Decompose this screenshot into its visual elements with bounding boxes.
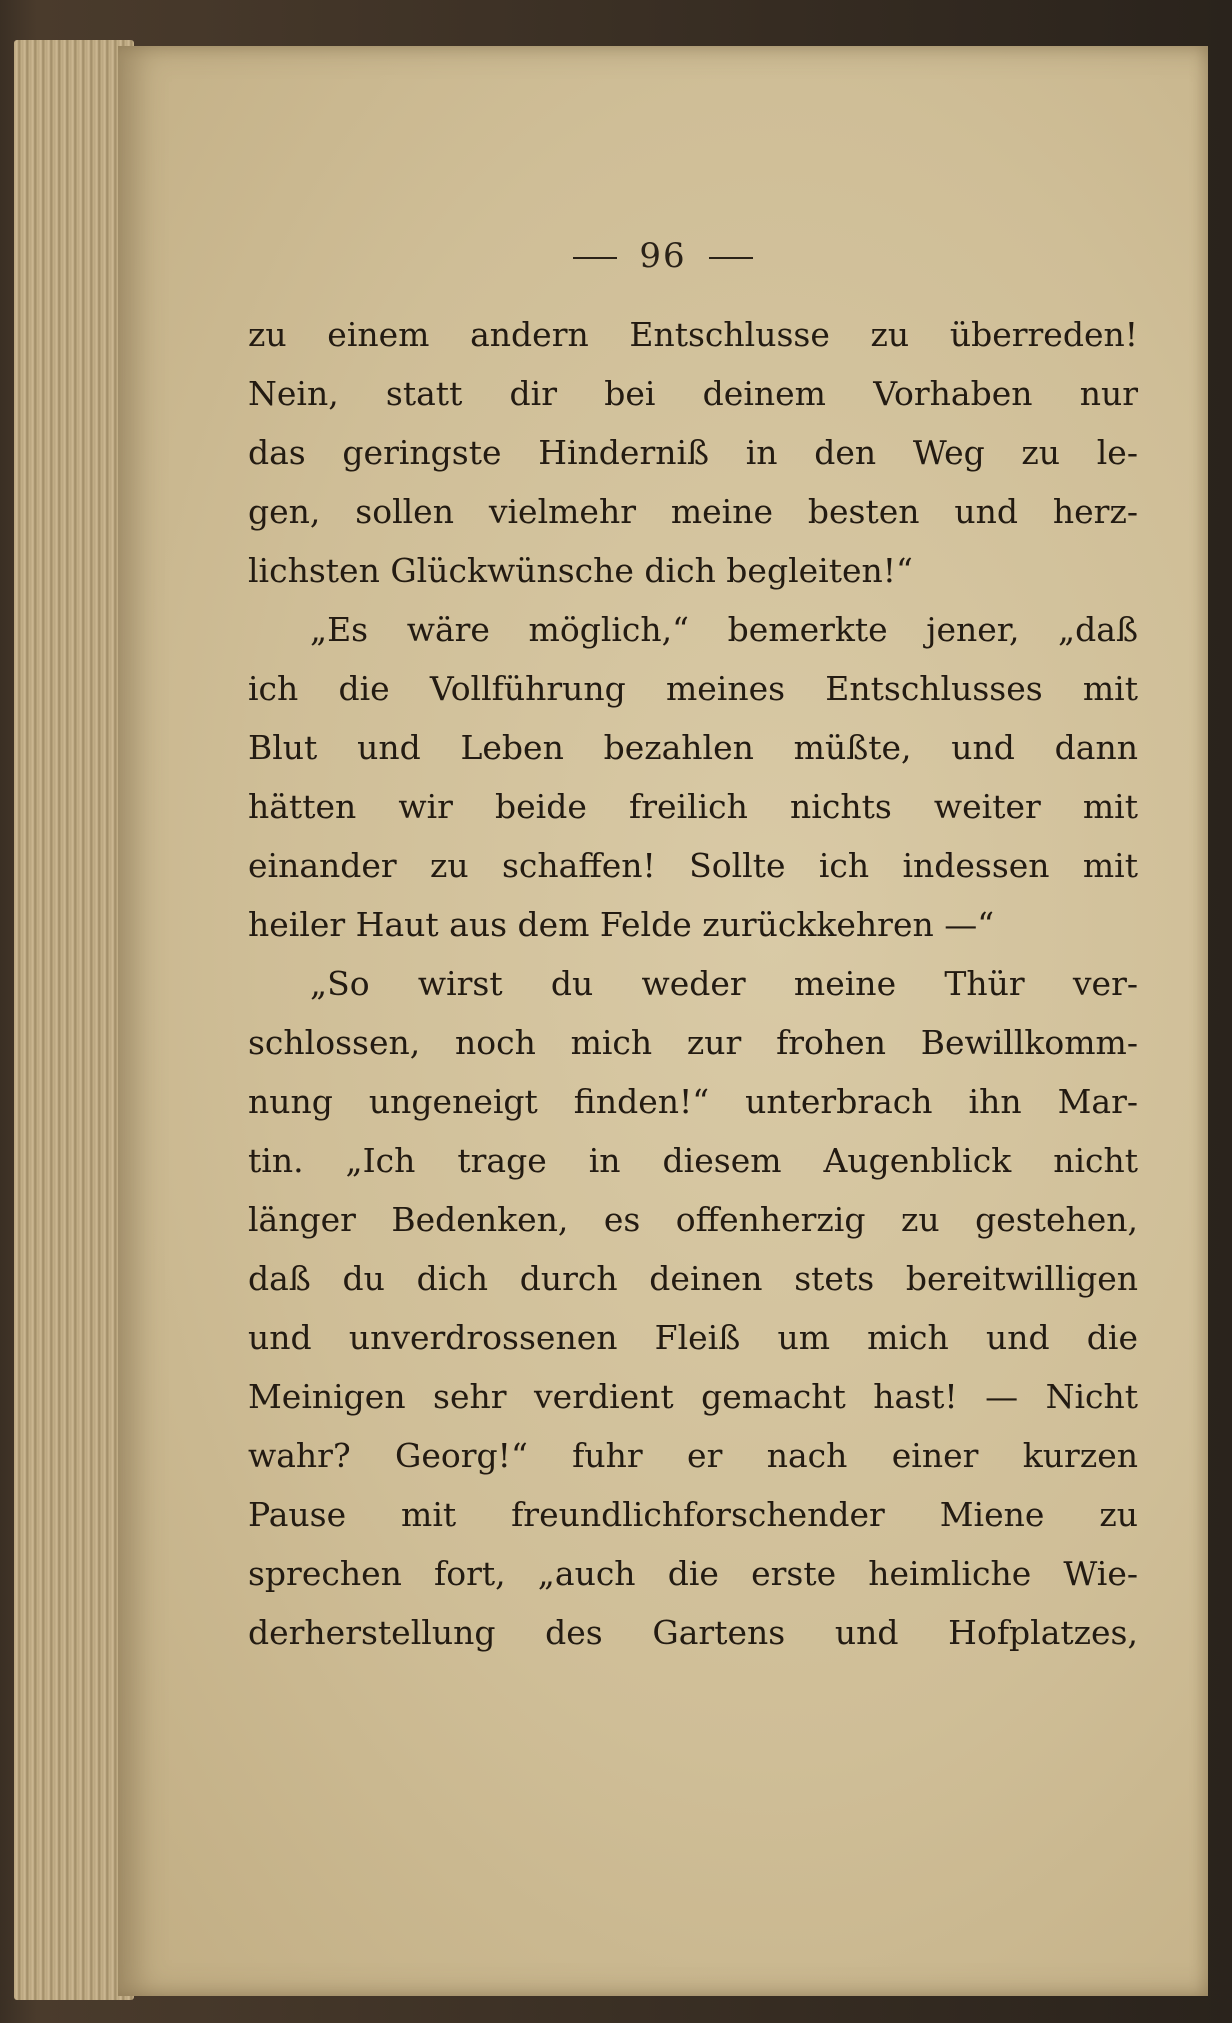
page-header bbox=[118, 236, 1208, 276]
text-line: zu einem andern Entschlusse zu überreden! bbox=[248, 315, 1138, 354]
text-line: Meinigen sehr verdient gemacht hast! — Nicht bbox=[248, 1377, 1138, 1416]
text-line: heiler Haut aus dem Felde zurückkehren —“ bbox=[248, 905, 995, 944]
text-line: schlossen, noch mich zur frohen Bewillkomm- bbox=[248, 1023, 1138, 1062]
header-dash-left bbox=[573, 257, 617, 259]
text-line: ich die Vollführung meines Entschlusses mit bbox=[248, 669, 1138, 708]
text-line: und unverdrossenen Fleiß um mich und die bbox=[248, 1318, 1138, 1357]
text-line: sprechen fort, „auch die erste heimliche Wie- bbox=[248, 1554, 1138, 1593]
text-line: das geringste Hinderniß in den Weg zu le- bbox=[248, 433, 1138, 472]
text-line: nung ungeneigt finden!“ unterbrach ihn Mar- bbox=[248, 1082, 1138, 1121]
text-line: derherstellung des Gartens und Hofplatzes, bbox=[248, 1613, 1138, 1652]
text-line: „Es wäre möglich,“ bemerkte jener, „daß bbox=[310, 610, 1138, 649]
text-line: tin. „Ich trage in diesem Augenblick nicht bbox=[248, 1141, 1138, 1180]
page-edges bbox=[14, 40, 134, 2000]
text-line: Pause mit freundlichforschender Miene zu bbox=[248, 1495, 1138, 1534]
text-line: „So wirst du weder meine Thür ver- bbox=[310, 964, 1138, 1003]
text-line: hätten wir beide freilich nichts weiter mit bbox=[248, 787, 1138, 826]
text-line: gen, sollen vielmehr meine besten und herz- bbox=[248, 492, 1138, 531]
text-line: länger Bedenken, es offenherzig zu gestehen, bbox=[248, 1200, 1138, 1239]
text-line: daß du dich durch deinen stets bereitwilligen bbox=[248, 1259, 1138, 1298]
header-dash-right bbox=[709, 257, 753, 259]
page-number: 96 bbox=[639, 236, 687, 276]
text-line: Nein, statt dir bei deinem Vorhaben nur bbox=[248, 374, 1138, 413]
text-line: einander zu schaffen! Sollte ich indessen mit bbox=[248, 846, 1138, 885]
body-text bbox=[248, 305, 1138, 1662]
text-line: lichsten Glückwünsche dich begleiten!“ bbox=[248, 551, 913, 590]
text-line: Blut und Leben bezahlen müßte, und dann bbox=[248, 728, 1138, 767]
text-line: wahr? Georg!“ fuhr er nach einer kurzen bbox=[248, 1436, 1138, 1475]
